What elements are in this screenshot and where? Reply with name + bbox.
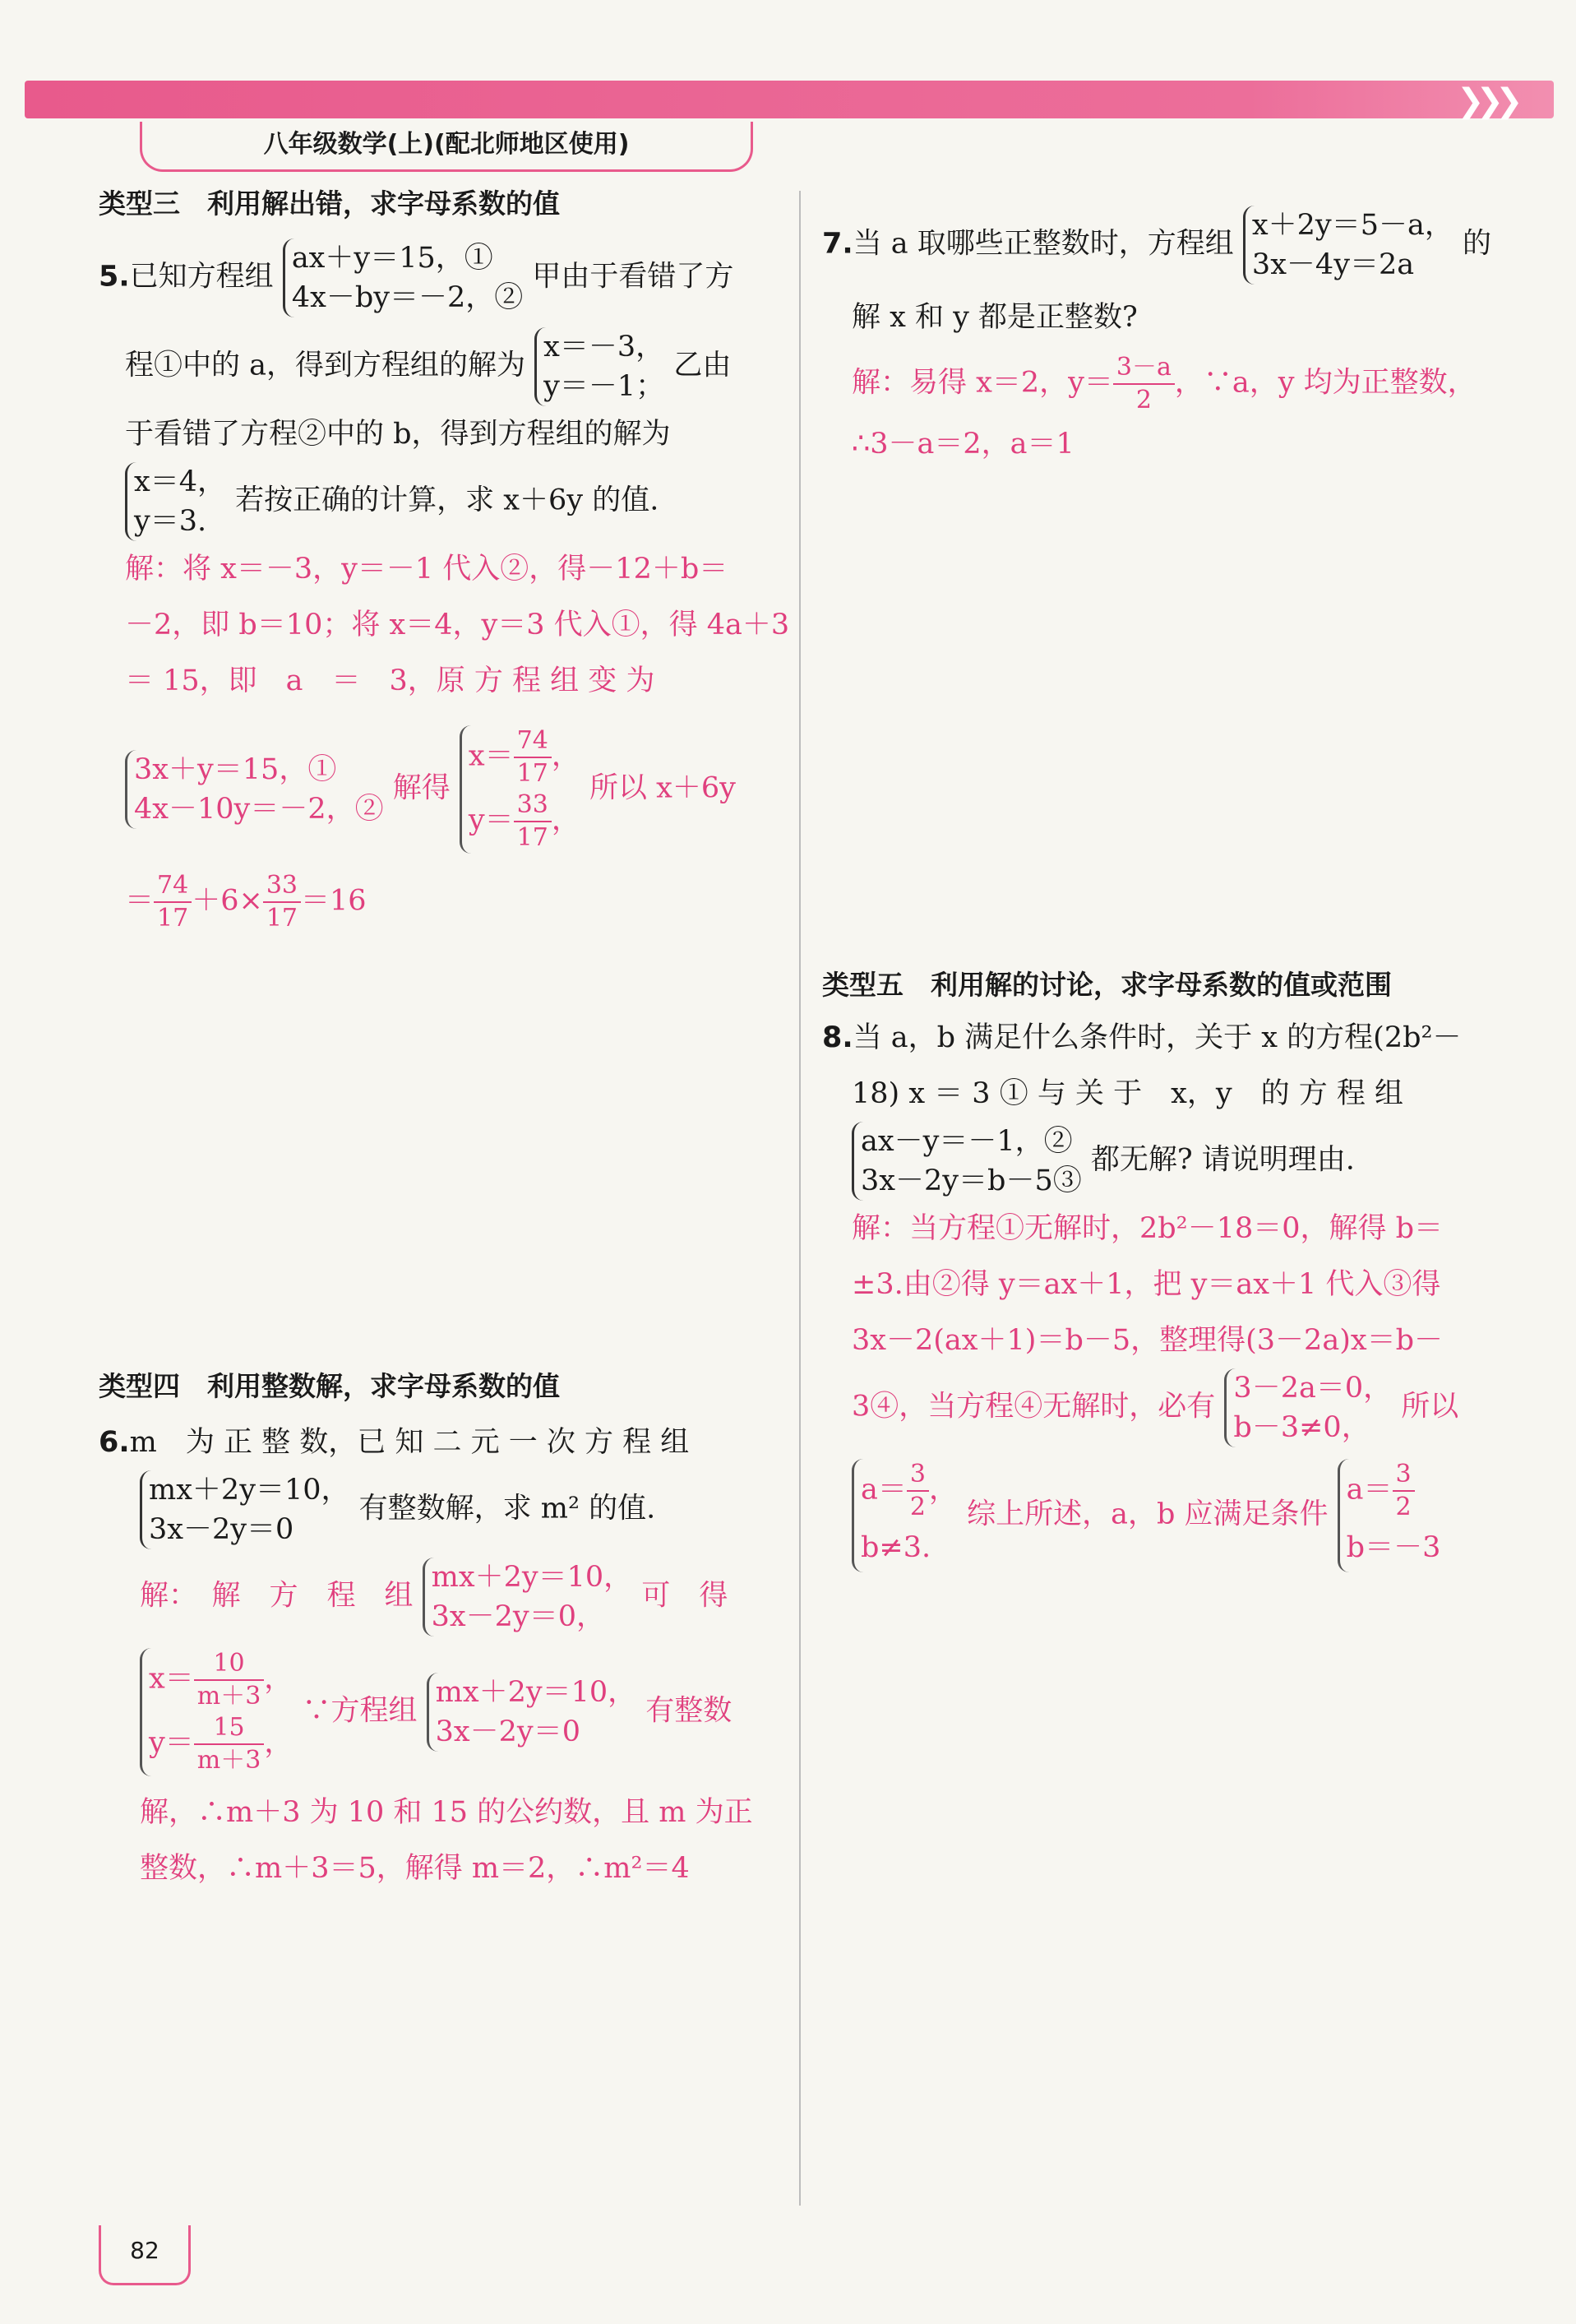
equation: x＝4， <box>134 465 227 498</box>
problem-7-line2: 解 x 和 y 都是正整数? <box>852 301 1138 334</box>
text: y＝ <box>149 1726 194 1760</box>
text: ， <box>551 739 580 773</box>
text: 乙由 <box>673 349 732 382</box>
answer-line <box>125 870 781 934</box>
denominator: m＋3 <box>194 1743 265 1776</box>
solution-system <box>534 327 664 406</box>
fraction <box>194 1712 265 1776</box>
fraction <box>154 870 192 934</box>
condition-system <box>852 1459 958 1572</box>
equation: 4x－10y＝－2，② <box>134 793 384 826</box>
text: b≠3. <box>861 1531 931 1564</box>
answer-line: 3x－2(ax＋1)＝b－5，整理得(3－2a)x＝b－ <box>852 1324 1443 1357</box>
problem-7-line1 <box>822 206 1546 285</box>
answer-line: 解：将 x＝－3，y＝－1 代入②，得－12＋b＝ <box>125 553 728 586</box>
answer-line <box>125 725 781 854</box>
problem-8-line3 <box>822 1122 1546 1201</box>
equation: 3x＋y＝15，① <box>134 753 337 786</box>
text: x＝ <box>149 1662 194 1696</box>
numerator: 3－a <box>1116 353 1172 382</box>
problem-7 <box>822 206 1546 472</box>
equation: 3－2a＝0， <box>1233 1372 1393 1405</box>
equation: 3x－2y＝0， <box>431 1600 605 1633</box>
section-title-type5: 类型五 利用解的讨论，求字母系数的值或范围 <box>822 969 1392 1001</box>
text: 有整数 <box>645 1694 733 1728</box>
book-title: 八年级数学(上)(配北师地区使用) <box>263 130 630 159</box>
text: ∵方程组 <box>302 1694 418 1728</box>
text: ＋6× <box>192 884 263 918</box>
text: 有整数解，求 m² 的值. <box>358 1492 656 1525</box>
text: 所以 x＋6y <box>589 771 736 805</box>
fraction <box>907 1459 929 1523</box>
problem-6 <box>99 1414 781 1896</box>
fraction <box>514 789 552 854</box>
equation: 3x－2y＝0 <box>435 1715 580 1748</box>
text: 已知方程组 <box>129 260 274 294</box>
equation: x＝－3， <box>543 331 665 363</box>
page-number: 82 <box>99 2225 191 2285</box>
fraction <box>1113 352 1175 416</box>
section-title-type4: 类型四 利用整数解，求字母系数的值 <box>99 1370 560 1402</box>
problem-number: 8. <box>822 1021 853 1054</box>
equation: mx＋2y＝10， <box>149 1474 350 1507</box>
text: 所以 <box>1401 1390 1459 1424</box>
text: 都无解? 请说明理由. <box>1090 1143 1355 1177</box>
equation: ax－y＝－1，② <box>861 1125 1073 1158</box>
numerator: 74 <box>157 871 189 900</box>
problem-6-line2 <box>99 1470 781 1549</box>
problem-8-line1 <box>822 1010 1546 1066</box>
numerator: 33 <box>266 871 298 900</box>
equation: 4x－by＝－2，② <box>291 281 524 314</box>
answer-line: 解：当方程①无解时，2b²－18＝0，解得 b＝ <box>852 1212 1444 1245</box>
answer-line <box>852 1368 1546 1447</box>
equation-system <box>283 238 523 317</box>
answer-7 <box>822 352 1546 472</box>
problem-8 <box>822 1010 1546 1572</box>
numerator: 3 <box>909 1460 926 1488</box>
answer-line <box>140 1648 781 1776</box>
condition-system <box>1338 1459 1441 1572</box>
solution-system <box>460 725 580 854</box>
numerator: 15 <box>213 1713 245 1742</box>
equation: y＝－1； <box>543 370 665 403</box>
answer-line <box>140 1558 781 1637</box>
denominator: 17 <box>514 821 552 854</box>
solution-system <box>140 1648 293 1776</box>
equation: 3x－2y＝0 <box>149 1513 294 1546</box>
answer-line <box>852 1459 1546 1572</box>
denominator: 17 <box>263 901 301 934</box>
problem-5 <box>99 238 790 934</box>
answer-line: ＝ 15，即 a ＝ 3，原 方 程 组 变 为 <box>125 664 655 697</box>
problem-5-line1 <box>99 238 781 317</box>
equation-system <box>427 1673 637 1752</box>
text: ， <box>551 803 580 837</box>
text: x＝ <box>468 739 514 773</box>
denominator: 2 <box>1393 1490 1415 1523</box>
text: 3④，当方程④无解时，必有 <box>852 1390 1216 1424</box>
equation-system <box>1243 206 1454 285</box>
fraction <box>194 1648 265 1712</box>
text: ＝ <box>125 884 155 918</box>
problem-number: 5. <box>99 260 130 294</box>
answer-line <box>852 352 1546 416</box>
text: a＝ <box>861 1473 907 1507</box>
text: ， <box>264 1726 293 1760</box>
text: 当 a，b 满足什么条件时，关于 x 的方程(2b²－ <box>853 1021 1462 1054</box>
equation: 3x－4y＝2a <box>1251 248 1415 281</box>
column-divider <box>799 191 801 2206</box>
text: 可 得 <box>641 1579 728 1613</box>
equation: 3x－2y＝b－5③ <box>861 1164 1082 1197</box>
problem-6-line1 <box>99 1414 781 1470</box>
equation: y＝3. <box>134 505 207 538</box>
denominator: 17 <box>154 901 192 934</box>
equation: b－3≠0， <box>1233 1411 1370 1444</box>
condition-system <box>1224 1368 1392 1447</box>
equation: mx＋2y＝10， <box>435 1676 637 1709</box>
answer-8 <box>822 1201 1546 1572</box>
text: 解：易得 x＝2，y＝ <box>852 366 1113 400</box>
fraction <box>263 870 301 934</box>
text: b＝－3 <box>1346 1531 1441 1564</box>
denominator: 2 <box>1113 383 1175 416</box>
text: 解： 解 方 程 组 <box>140 1579 414 1613</box>
answer-line: 解，∴m＋3 为 10 和 15 的公约数，且 m 为正 <box>140 1796 753 1829</box>
problem-5-line3: 于看错了方程②中的 b，得到方程组的解为 <box>125 418 671 451</box>
text: ， <box>264 1662 293 1696</box>
numerator: 10 <box>213 1649 245 1678</box>
equation-system <box>852 1122 1082 1201</box>
text: m 为 正 整 数，已 知 二 元 一 次 方 程 组 <box>129 1426 690 1459</box>
answer-line: ±3.由②得 y＝ax＋1，把 y＝ax＋1 代入③得 <box>852 1268 1441 1301</box>
equation: ax＋y＝15，① <box>291 242 493 275</box>
answer-5 <box>99 541 790 934</box>
text: 甲由于看错了方 <box>532 260 734 294</box>
text: 当 a 取哪些正整数时，方程组 <box>853 227 1234 261</box>
text: 的 <box>1462 227 1491 261</box>
fraction <box>1393 1459 1415 1523</box>
text: ＝16 <box>301 884 367 918</box>
problem-number: 7. <box>822 227 853 261</box>
equation: mx＋2y＝10， <box>431 1561 633 1594</box>
answer-6 <box>99 1558 781 1896</box>
answer-line: －2，即 b＝10；将 x＝4，y＝3 代入①，得 4a＋3 <box>125 609 790 641</box>
chevron-right-icon: ❯❯❯ <box>1457 82 1515 120</box>
solution-system <box>125 462 226 541</box>
answer-line: ∴3－a＝2，a＝1 <box>852 428 1075 461</box>
numerator: 3 <box>1395 1460 1412 1488</box>
text: 程①中的 a，得到方程组的解为 <box>125 349 525 382</box>
equation-system <box>125 750 384 829</box>
problem-number: 6. <box>99 1426 130 1459</box>
text: 综上所述，a，b 应满足条件 <box>967 1498 1329 1531</box>
problem-5-line2 <box>99 327 781 406</box>
fraction <box>514 725 552 789</box>
header-band <box>25 81 1554 118</box>
text: ， <box>928 1473 958 1507</box>
text: a＝ <box>1346 1473 1393 1507</box>
problem-8-line2: 18) x ＝ 3 ① 与 关 于 x，y 的 方 程 组 <box>852 1077 1403 1110</box>
book-header <box>140 122 753 172</box>
answer-line: 整数，∴m＋3＝5，解得 m＝2，∴m²＝4 <box>140 1852 690 1885</box>
problem-5-line4 <box>99 462 781 541</box>
text: 解得 <box>392 771 451 805</box>
equation-system <box>423 1558 633 1637</box>
text: y＝ <box>468 803 514 837</box>
text: ，∵a，y 均为正整数， <box>1174 366 1477 400</box>
denominator: 17 <box>514 757 552 789</box>
denominator: 2 <box>907 1490 929 1523</box>
denominator: m＋3 <box>194 1679 265 1712</box>
numerator: 74 <box>516 726 548 755</box>
numerator: 33 <box>516 790 548 819</box>
equation-system <box>140 1470 350 1549</box>
equation: x＋2y＝5－a， <box>1251 209 1454 242</box>
section-title-type3: 类型三 利用解出错，求字母系数的值 <box>99 187 560 220</box>
text: 若按正确的计算，求 x＋6y 的值. <box>235 484 659 517</box>
